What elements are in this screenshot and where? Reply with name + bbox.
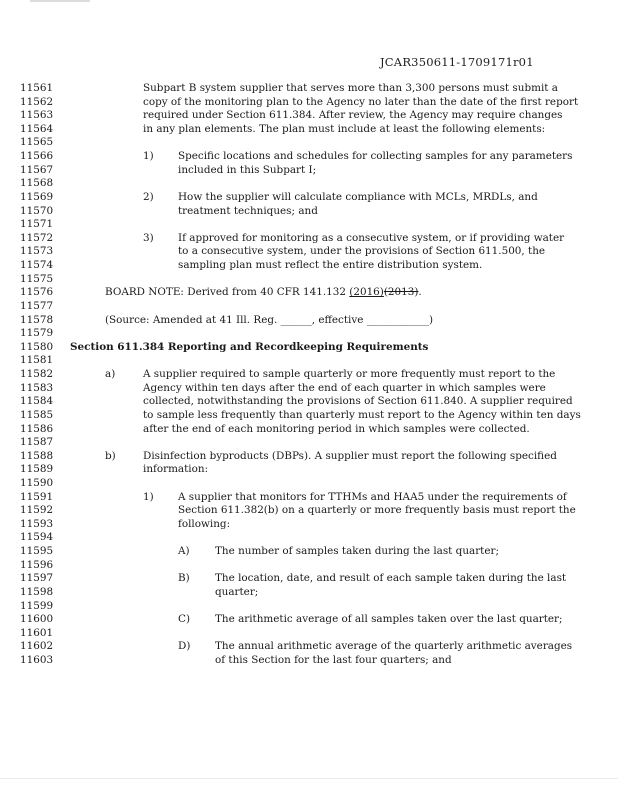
line-text: B)	[178, 572, 190, 585]
line-segment	[215, 640, 572, 654]
line-number: 11576	[20, 286, 54, 299]
line-number: 11571	[20, 218, 54, 231]
line-text: A supplier that monitors for TTHMs and HAA5 under the requirements of	[178, 490, 567, 503]
line-segment	[215, 545, 499, 559]
document-line	[0, 504, 618, 518]
line-text: How the supplier will calculate compliance with MCLs, MRDLs, and	[178, 190, 538, 203]
line-text: .	[418, 286, 422, 299]
line-number: 11565	[20, 136, 54, 149]
document-line	[0, 436, 618, 450]
line-number: 11598	[20, 585, 54, 598]
line-text: treatment techniques; and	[178, 204, 318, 217]
line-segment	[70, 341, 428, 355]
line-text: after the end of each monitoring period in which samples were collected.	[143, 422, 530, 435]
line-segment	[178, 232, 564, 246]
line-segment	[178, 245, 545, 259]
line-text: 1)	[143, 490, 154, 503]
line-segment	[143, 123, 545, 137]
document-line	[0, 109, 618, 123]
line-text: following:	[178, 517, 231, 530]
line-text: sampling plan must reflect the entire distribution system.	[178, 259, 483, 272]
line-segment	[215, 654, 452, 668]
document-line	[0, 245, 618, 259]
line-text: copy of the monitoring plan to the Agency no later than the date of the first report	[143, 95, 579, 108]
line-number: 11602	[20, 640, 54, 653]
line-segment	[143, 395, 573, 409]
line-number: 11570	[20, 204, 54, 217]
line-number: 11586	[20, 422, 54, 435]
line-number: 11587	[20, 436, 54, 449]
line-number: 11579	[20, 327, 54, 340]
line-number: 11597	[20, 572, 54, 585]
line-segment	[143, 450, 557, 464]
line-number: 11590	[20, 476, 54, 489]
document-line	[0, 191, 618, 205]
line-number: 11568	[20, 177, 54, 190]
document-line	[0, 477, 618, 491]
document-line	[0, 600, 618, 614]
line-segment	[143, 368, 555, 382]
line-text: Specific locations and schedules for collecting samples for any parameters	[178, 150, 573, 163]
line-text: (2016)	[349, 286, 384, 299]
document-line	[0, 627, 618, 641]
document-line	[0, 368, 618, 382]
line-segment	[143, 409, 581, 423]
line-segment	[178, 613, 190, 627]
line-text: Section 611.384 Reporting and Recordkeeping Requirements	[70, 340, 429, 353]
line-number: 11573	[20, 245, 54, 258]
document-line	[0, 654, 618, 668]
document-line	[0, 450, 618, 464]
line-segment	[178, 491, 567, 505]
document-line	[0, 259, 618, 273]
document-line	[0, 382, 618, 396]
document-line	[0, 491, 618, 505]
line-number: 11601	[20, 626, 54, 639]
scan-artifact	[30, 0, 90, 2]
document-line	[0, 409, 618, 423]
line-segment	[105, 314, 433, 328]
document-line	[0, 205, 618, 219]
line-number: 11594	[20, 531, 54, 544]
document-line	[0, 423, 618, 437]
document-line	[0, 273, 618, 287]
line-segment	[178, 150, 572, 164]
line-number: 11591	[20, 490, 54, 503]
line-segment	[143, 423, 530, 437]
line-number: 11581	[20, 354, 54, 367]
line-text: The annual arithmetic average of the quarterly arithmetic averages	[215, 640, 573, 653]
line-text: Subpart B system supplier that serves more than 3,300 persons must submit a	[143, 82, 558, 94]
document-line	[0, 341, 618, 355]
line-text: If approved for monitoring as a consecutive system, or if providing water	[178, 231, 565, 244]
line-number: 11592	[20, 504, 54, 517]
line-text: A)	[178, 545, 190, 558]
line-number: 11595	[20, 545, 54, 558]
line-text: 1)	[143, 150, 154, 163]
line-text: collected, notwithstanding the provisions of Section 611.840. A supplier required	[143, 395, 573, 408]
line-segment	[143, 491, 154, 505]
line-number: 11572	[20, 231, 54, 244]
document-line	[0, 164, 618, 178]
document-line	[0, 136, 618, 150]
line-text: information:	[143, 463, 209, 476]
line-segment	[143, 96, 578, 110]
document-line	[0, 586, 618, 600]
line-number: 11583	[20, 381, 54, 394]
line-number: 11593	[20, 517, 54, 530]
line-text: Disinfection byproducts (DBPs). A supplier must report the following specified	[143, 449, 557, 462]
line-text: (Source: Amended at 41 Ill. Reg. ______, effective ____________)	[105, 313, 434, 326]
line-number: 11580	[20, 340, 54, 353]
line-segment	[178, 164, 316, 178]
line-segment	[105, 368, 115, 382]
line-number: 11564	[20, 122, 54, 135]
line-segment	[178, 518, 230, 532]
line-number: 11567	[20, 163, 54, 176]
document-line	[0, 218, 618, 232]
line-segment	[143, 232, 154, 246]
line-segment	[105, 450, 116, 464]
document-line	[0, 150, 618, 164]
line-segment	[178, 259, 482, 273]
line-text: (2013)	[383, 286, 419, 299]
document-line	[0, 327, 618, 341]
document-line	[0, 354, 618, 368]
line-segment	[143, 109, 562, 123]
document-line	[0, 82, 618, 96]
line-segment	[178, 640, 190, 654]
line-number: 11575	[20, 272, 54, 285]
document-line	[0, 232, 618, 246]
line-text: 3)	[143, 231, 154, 244]
document-line	[0, 177, 618, 191]
line-text: Agency within ten days after the end of each quarter in which samples were	[143, 381, 546, 394]
line-text: The arithmetic average of all samples taken over the last quarter;	[215, 613, 563, 626]
page-edge	[0, 778, 618, 779]
line-text: to a consecutive system, under the provisions of Section 611.500, the	[178, 245, 546, 258]
document-line	[0, 96, 618, 110]
line-segment	[178, 205, 318, 219]
document-line	[0, 314, 618, 328]
line-number: 11566	[20, 150, 54, 163]
line-text: 2)	[143, 190, 154, 203]
line-number: 11585	[20, 408, 54, 421]
line-number: 11603	[20, 654, 54, 667]
line-text: C)	[178, 613, 191, 626]
line-text: D)	[178, 640, 191, 653]
line-text: to sample less frequently than quarterly must report to the Agency within ten days	[143, 408, 581, 421]
line-text: The number of samples taken during the last quarter;	[215, 545, 499, 558]
document-id: JCAR350611-1709171r01	[380, 55, 534, 69]
line-number: 11562	[20, 95, 54, 108]
line-number: 11589	[20, 463, 54, 476]
line-number: 11578	[20, 313, 54, 326]
line-number: 11569	[20, 190, 54, 203]
line-text: BOARD NOTE: Derived from 40 CFR 141.132	[105, 286, 350, 299]
line-number: 11577	[20, 299, 54, 312]
line-segment	[215, 586, 258, 600]
line-number: 11582	[20, 368, 54, 381]
line-text: in any plan elements. The plan must include at least the following elements:	[143, 122, 546, 135]
line-segment	[143, 82, 558, 96]
document-line	[0, 640, 618, 654]
document-line	[0, 559, 618, 573]
line-number: 11596	[20, 558, 54, 571]
line-number: 11599	[20, 599, 54, 612]
line-segment	[178, 191, 538, 205]
line-number: 11584	[20, 395, 54, 408]
line-text: The location, date, and result of each sample taken during the last	[215, 572, 567, 585]
line-segment	[178, 545, 190, 559]
line-segment	[178, 572, 190, 586]
line-number: 11561	[20, 82, 54, 94]
line-segment	[215, 572, 566, 586]
document-line	[0, 463, 618, 477]
line-number: 11588	[20, 449, 54, 462]
line-text: b)	[105, 449, 116, 462]
line-segment	[143, 382, 546, 396]
line-text: quarter;	[215, 585, 259, 598]
line-text: A supplier required to sample quarterly or more frequently must report to the	[143, 368, 556, 381]
document-line	[0, 300, 618, 314]
document-line	[0, 572, 618, 586]
line-text: required under Section 611.384. After review, the Agency may require changes	[143, 109, 563, 122]
line-number: 11563	[20, 109, 54, 122]
line-segment	[215, 613, 563, 627]
document-line	[0, 545, 618, 559]
line-segment	[143, 191, 154, 205]
line-text: a)	[105, 368, 116, 381]
line-text: included in this Subpart I;	[178, 163, 317, 176]
line-text: of this Section for the last four quarters; and	[215, 654, 452, 667]
document-line	[0, 286, 618, 300]
document-line	[0, 395, 618, 409]
line-segment	[178, 504, 576, 518]
line-number: 11600	[20, 613, 54, 626]
document-line	[0, 518, 618, 532]
document-line	[0, 613, 618, 627]
document-line	[0, 531, 618, 545]
line-segment	[143, 463, 208, 477]
line-segment	[105, 286, 422, 300]
line-number: 11574	[20, 259, 54, 272]
line-segment	[143, 150, 154, 164]
document-line	[0, 123, 618, 137]
line-text: Section 611.382(b) on a quarterly or more frequently basis must report the	[178, 504, 576, 517]
